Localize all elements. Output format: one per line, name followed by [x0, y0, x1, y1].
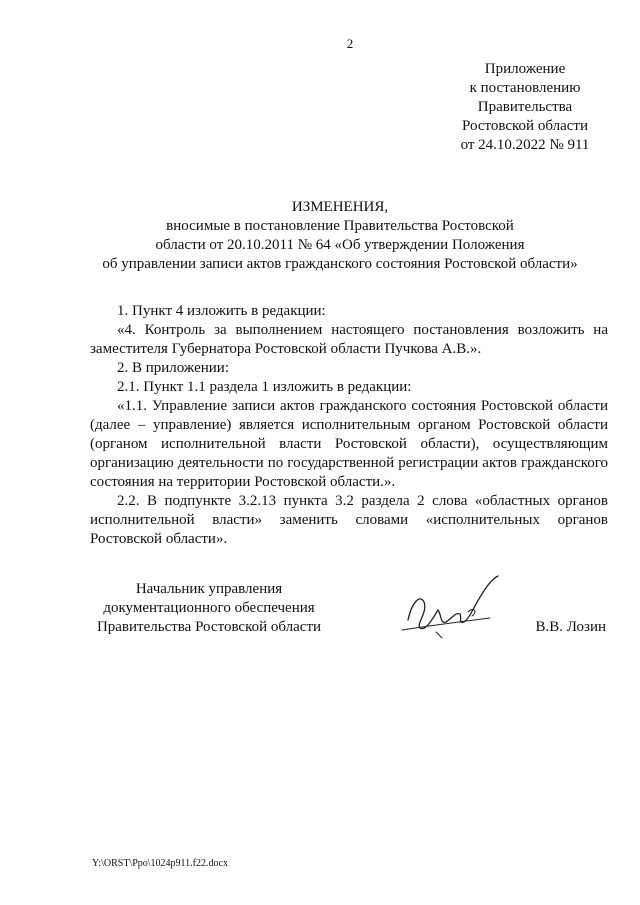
heading-title: ИЗМЕНЕНИЯ,	[291, 199, 389, 215]
file-path: Y:\ORST\Ppo\1024p911.f22.docx	[92, 858, 228, 869]
appendix-block	[425, 60, 625, 155]
paragraph: 1. Пункт 4 изложить в редакции:	[117, 303, 326, 319]
signer-name: В.В. Лозин	[535, 619, 606, 635]
paragraph: «4. Контроль за выполнением настоящего постановления возложить на заместителя Губернатора Ростовской области Пучкова А.В.».	[90, 322, 608, 357]
appendix-line: Приложение	[484, 61, 566, 77]
appendix-line: Ростовской области	[462, 118, 588, 134]
appendix-line: к постановлению	[469, 80, 581, 96]
heading-line: вносимые в постановление Правительства Ростовской	[166, 218, 514, 234]
handwritten-signature	[398, 572, 518, 642]
paragraph: 2.2. В подпункте 3.2.13 пункта 3.2 раздела 2 слова «областных органов исполнительной власти» заменить словами «исполнительных органов Ростовской области».	[90, 493, 608, 547]
appendix-line: от 24.10.2022 № 911	[460, 137, 590, 153]
appendix-line: Правительства	[477, 99, 573, 115]
paragraph: 2.1. Пункт 1.1 раздела 1 изложить в редакции:	[117, 379, 412, 395]
signer-position	[90, 580, 328, 637]
paragraph: «1.1. Управление записи актов гражданского состояния Ростовской области (далее – управление) является исполнительным органом Ростовской области (органом исполнительной власти Ростовской области), осуществляющим организацию деятельности по государственной регистрации актов гражданского состояния на территории Ростовской области.».	[90, 398, 608, 490]
heading-line: области от 20.10.2011 № 64 «Об утверждении Положения	[155, 237, 525, 253]
signer-position-line: Начальник управления	[135, 581, 283, 597]
document-body	[90, 302, 608, 549]
signature-block	[0, 580, 640, 660]
heading-line: об управлении записи актов гражданского состояния Ростовской области»	[102, 256, 578, 272]
signer-position-line: документационного обеспечения	[103, 600, 315, 616]
document-heading	[40, 198, 640, 274]
page-number: 2	[346, 36, 354, 51]
paragraph: 2. В приложении:	[117, 360, 229, 376]
signer-position-line: Правительства Ростовской области	[96, 619, 322, 635]
